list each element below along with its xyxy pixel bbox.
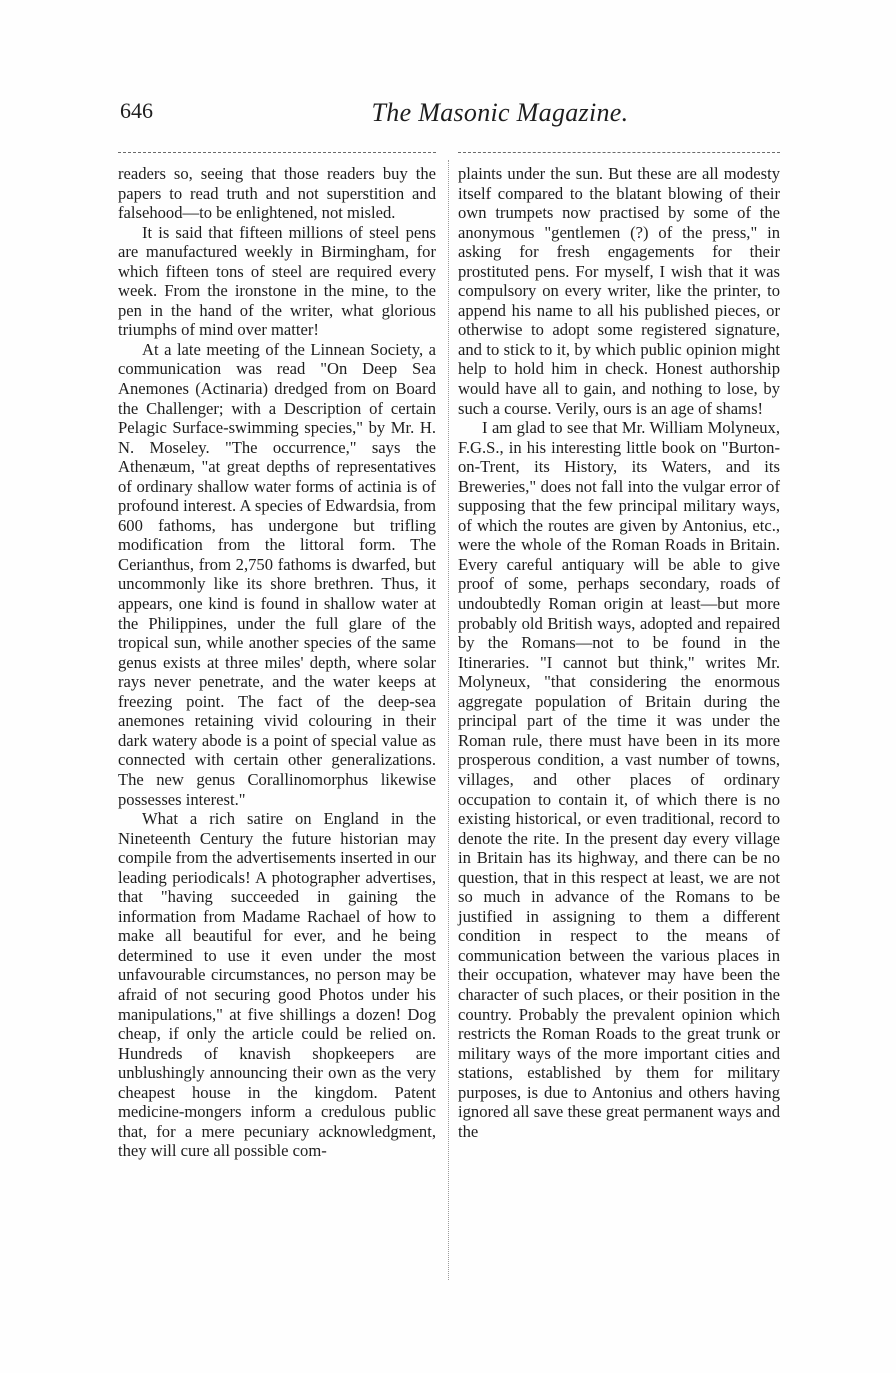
paragraph: At a late meeting of the Linnean Society, a communication was read "On Deep Sea Anemones (Actinaria) dredged from on Board the Challenger; with a Description of certain Pelagic Surface-swimming species," by Mr. H. N. Moseley. "The occurrence," says the Athenæum, "at great depths of representatives of ordinary shallow water forms of actinia is of profound interest. A species of Edwardsia, from 600 fathoms, has undergone but trifling modification from the littoral form. The Cerianthus, from 2,750 fathoms is dwarfed, but uncommonly like its shore brethren. Thus, it appears, one kind is found in shallow water at the Philippines, under the full glare of the tropical sun, while another species of the same genus exists at three miles' depth, where solar rays never penetrate, and the water keeps at freezing point. The fact of the deep-sea anemones retaining vivid colouring in their dark watery abode is a point of special value as connected with certain other generalizations. The new genus Corallinomorphus likewise possesses interest." bbox=[118, 339, 436, 809]
paragraph: It is said that fifteen millions of steel pens are manufactured weekly in Birmingham, for which fifteen tons of steel are required every week. From the ironstone in the mine, to the pen in the hand of the writer, what glorious triumphs of mind over matter! bbox=[118, 222, 436, 340]
page-number: 646 bbox=[120, 98, 153, 123]
paragraph: I am glad to see that Mr. William Molyneux, F.G.S., in his interesting little book on "Burton-on-Trent, its History, its Waters, and its Breweries," does not fall into the vulgar error of supposing that the few principal military ways, of which the routes are given by Antonius, etc., were the whole of the Roman Roads in Britain. Every careful antiquary will be able to give proof of some, perhaps secondary, roads of undoubtedly Roman origin at least—but more probably old British ways, adopted and repaired by the Romans—not to be found in the Itineraries. "I cannot but think," writes Mr. Molyneux, "that considering the enormous aggregate population of Britain during the principal part of the time it was under the Roman rule, there must have been in its more prosperous condition, a vast number of towns, villages, and other places of ordinary occupation to contain it, of which there is no existing historical, or even traditional, record to denote the rite. In the present day every village in Britain has its highway, and there can be no question, that in this respect at least, we are not so much in advance of the Romans to be justified in assigning to them a different condition in respect to the means of communication between the various places in their occupation, whatever may have been the character of such places, or their position in the country. Probably the prevalent opinion which restricts the Roman Roads to the great trunk or military ways of the more important cities and stations, established by them for military purposes, is due to Antonius and others having ignored all save these great permanent ways and the bbox=[458, 418, 780, 1141]
right-column bbox=[458, 164, 780, 1141]
paragraph: What a rich satire on England in the Nineteenth Century the future historian may compile from the advertisements inserted in our leading periodicals! A photographer advertises, that "having succeeded in gaining the information from Madame Rachael of how to make all beautiful for ever, and he being determined to use it even under the most unfavourable circumstances, no person may be afraid of not securing good Photos under his manipulations," at five shillings a dozen! Dog cheap, if only the article could be relied on. Hundreds of knavish shopkeepers are unblushingly announcing their own as the very cheapest house in the kingdom. Patent medicine-mongers inform a credulous public that, for a mere pecuniary acknowledgment, they will cure all possible com- bbox=[118, 809, 436, 1161]
paragraph: readers so, seeing that those readers buy the papers to read truth and not superstition and falsehood—to be enlightened, not misled. bbox=[118, 164, 436, 223]
running-title: The Masonic Magazine. bbox=[371, 98, 629, 127]
left-column bbox=[118, 164, 436, 1161]
paragraph: plaints under the sun. But these are all modesty itself compared to the blatant blowing of their own trumpets now practised by some of the anonymous "gentlemen (?) of the press," in asking for fresh engagements for their prostituted pens. For myself, I wish that it was compulsory on every writer, like the printer, to append his name to all his published pieces, or otherwise to adopt some registered signature, and to stick to it, by which public opinion might help to hold him in check. Honest authorship would have all to gain, and nothing to lose, by such a course. Verily, ours is an age of shams! bbox=[458, 164, 780, 418]
column-divider bbox=[448, 160, 449, 1280]
header-rule-left bbox=[118, 152, 436, 153]
header-rule-right bbox=[458, 152, 780, 153]
